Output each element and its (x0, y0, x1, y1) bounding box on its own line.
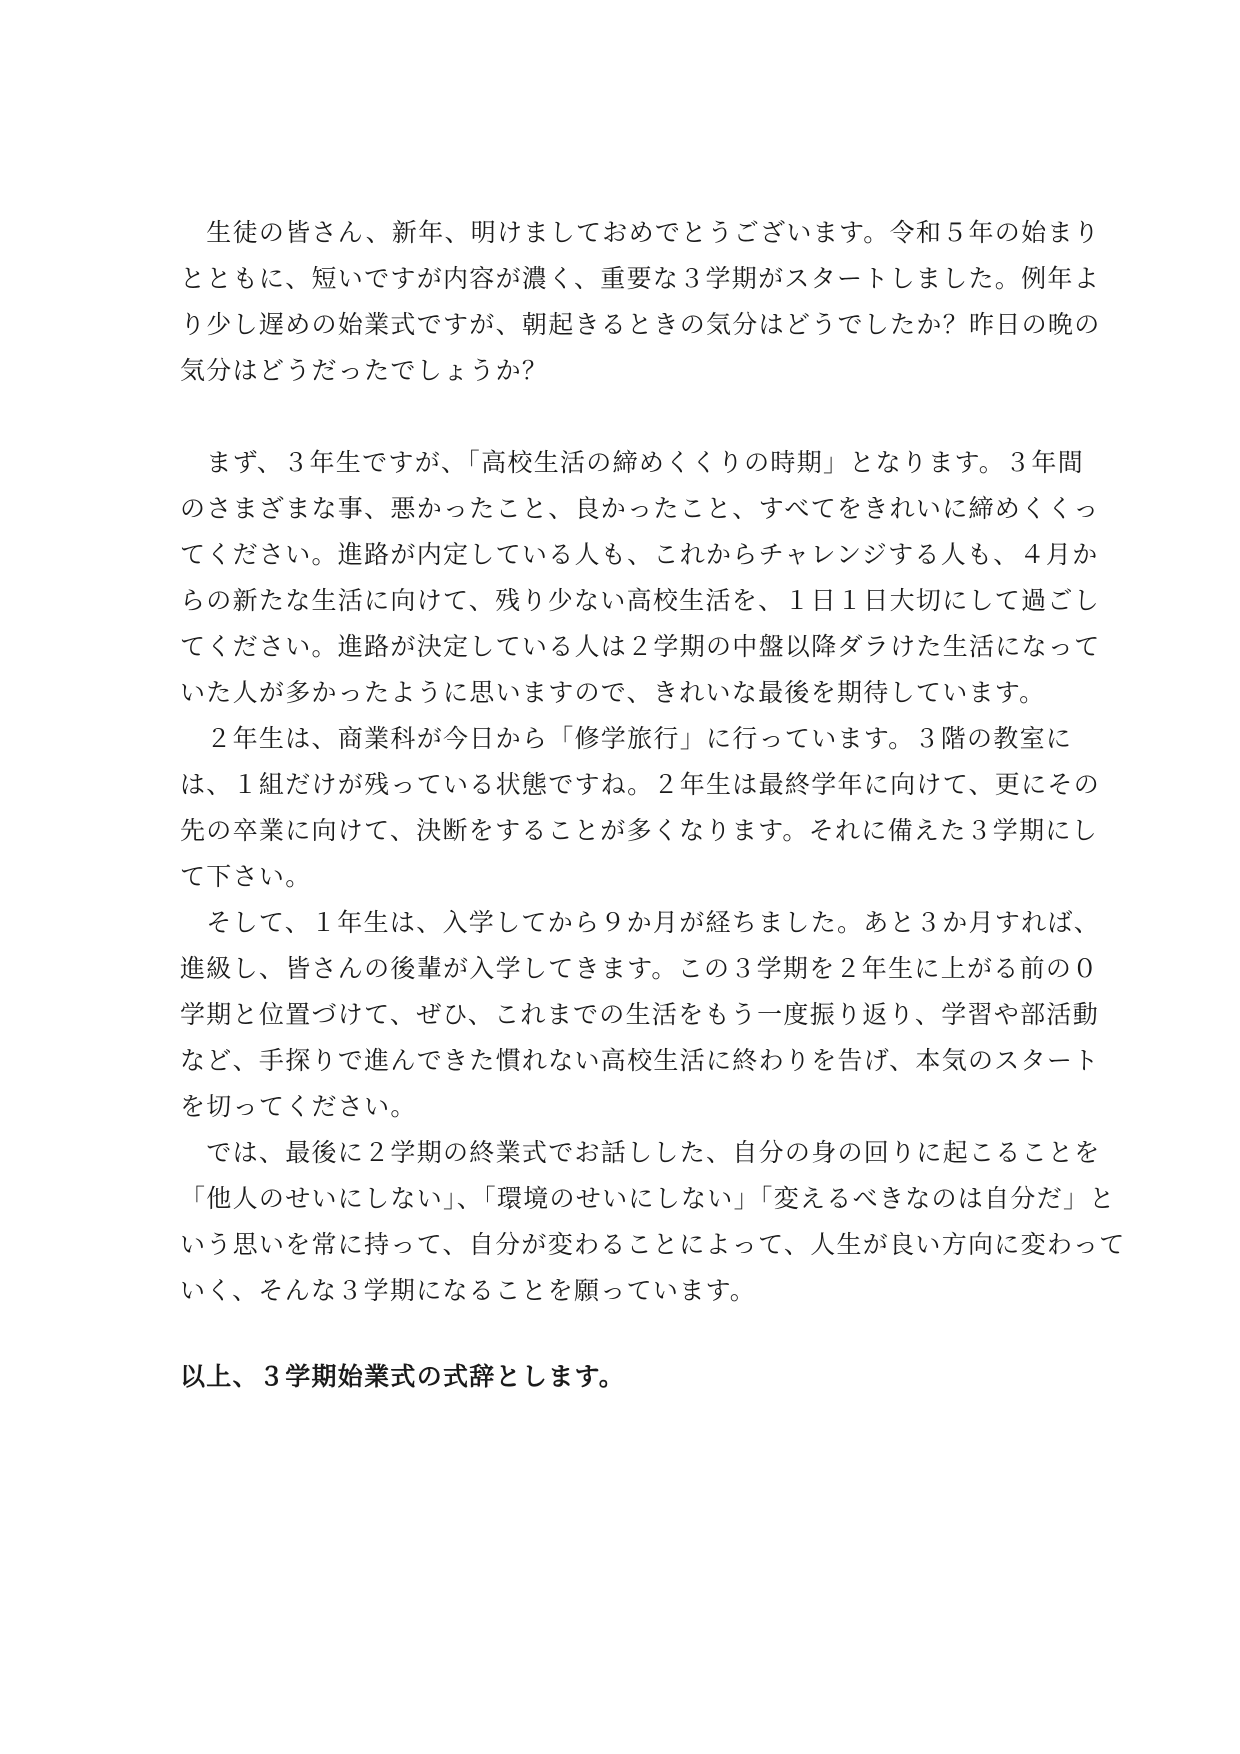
text-line: いう思いを常に持って、自分が変わることによって、人生が良い方向に変わって (180, 1230, 1126, 1259)
closing-statement (180, 1354, 1060, 1400)
text-line: 気分はどうだったでしょうか？ (180, 356, 549, 385)
text-line: を切ってください。 (180, 1092, 417, 1121)
paragraph-spacer (180, 1314, 1060, 1354)
paragraph-third-year (180, 440, 1101, 716)
text-line: 「他人のせいにしない」、「環境のせいにしない」「変えるべきなのは自分だ」と (180, 1184, 1116, 1213)
text-line: 生徒の皆さん、新年、明けましておめでとうございます。令和５年の始まり (180, 218, 1101, 247)
paragraph-spacer (180, 394, 1060, 440)
paragraph-first-year (180, 900, 1101, 1130)
text-line: とともに、短いですが内容が濃く、重要な３学期がスタートしました。例年よ (180, 264, 1101, 293)
paragraph-final-message (180, 1130, 1126, 1314)
text-line: て下さい。 (180, 862, 312, 891)
text-line: てください。進路が内定している人も、これからチャレンジする人も、４月か (180, 540, 1099, 569)
text-line: まず、３年生ですが、「高校生活の締めくくりの時期」となります。３年間 (180, 448, 1085, 477)
text-line: のさまざまな事、悪かったこと、良かったこと、すべてをきれいに締めくくっ (180, 494, 1100, 523)
closing-line: 以上、３学期始業式の式辞とします。 (180, 1362, 626, 1391)
text-line: いく、そんな３学期になることを願っています。 (180, 1276, 757, 1305)
paragraph-greeting (180, 210, 1101, 394)
text-line: は、１組だけが残っている状態ですね。２年生は最終学年に向けて、更にその (180, 770, 1101, 799)
text-line: など、手探りで進んできた慣れない高校生活に終わりを告げ、本気のスタート (180, 1046, 1100, 1075)
text-line: いた人が多かったように思いますので、きれいな最後を期待しています。 (180, 678, 1046, 707)
text-line: そして、１年生は、入学してから９か月が経ちました。あと３か月すれば、 (180, 908, 1101, 937)
text-line: り少し遅めの始業式ですが、朝起きるときの気分はどうでしたか？昨日の晩の (180, 310, 1101, 339)
text-line: らの新たな生活に向けて、残り少ない高校生活を、１日１日大切にして過ごし (180, 586, 1101, 615)
text-line: 進級し、皆さんの後輩が入学してきます。この３学期を２年生に上がる前の０ (180, 954, 1099, 983)
text-line: 学期と位置づけて、ぜひ、これまでの生活をもう一度振り返り、学習や部活動 (180, 1000, 1100, 1029)
text-line: では、最後に２学期の終業式でお話しした、自分の身の回りに起こることを (180, 1138, 1101, 1167)
paragraph-second-year (180, 716, 1101, 900)
text-line: 先の卒業に向けて、決断をすることが多くなります。それに備えた３学期にし (180, 816, 1099, 845)
text-line: ２年生は、商業科が今日から「修学旅行」に行っています。３階の教室に (180, 724, 1073, 753)
text-line: てください。進路が決定している人は２学期の中盤以降ダラけた生活になって (180, 632, 1101, 661)
document-body (180, 210, 1126, 1400)
